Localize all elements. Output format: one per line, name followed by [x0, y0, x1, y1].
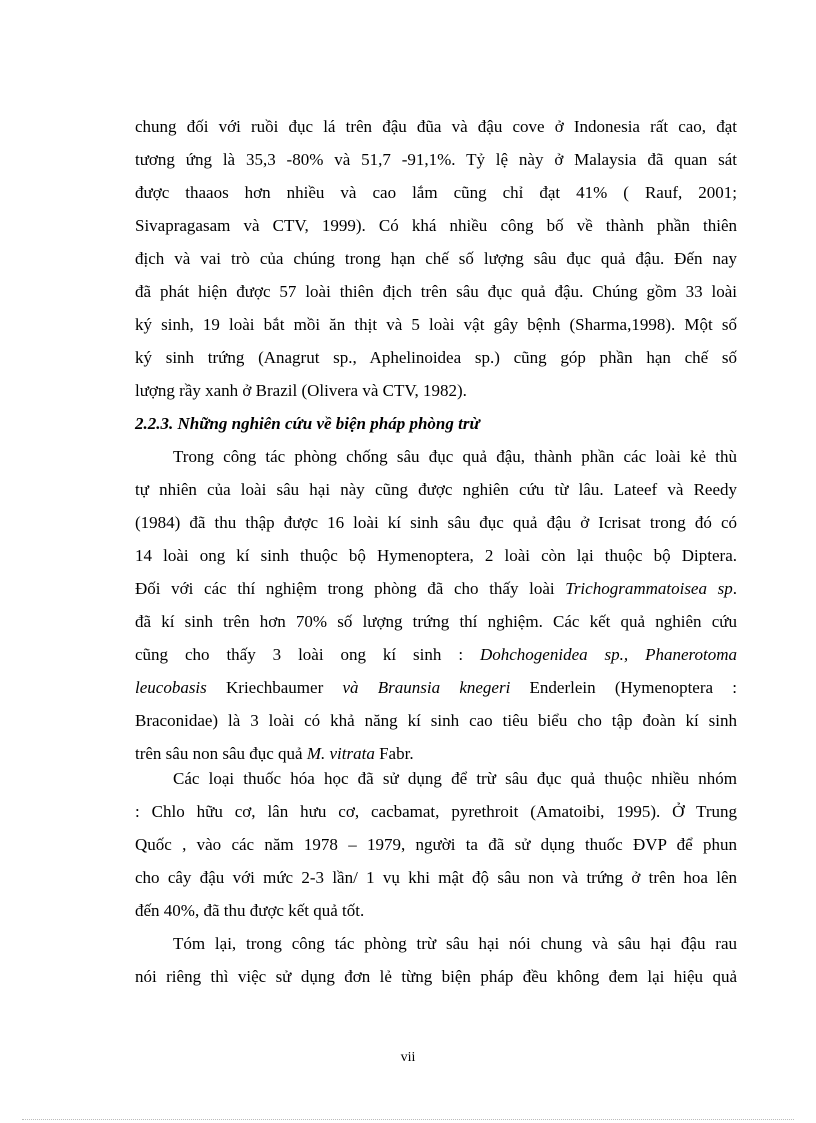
text-run: Enderlein (Hymenoptera : — [510, 678, 737, 697]
text-run: trên sâu non sâu đục quả — [135, 744, 307, 763]
paragraph-2-line: tự nhiên của loài sâu hại này cũng được nghiên cứu từ lâu. Lateef và Reedy — [135, 480, 737, 499]
species-name: Dohchogenidea sp., Phanerotoma — [479, 645, 738, 664]
paragraph-3-line: Các loại thuốc hóa học đã sử dụng để trừ sâu đục quả thuộc nhiều nhóm — [173, 769, 737, 788]
paragraph-1-line: ký sinh trứng (Anagrut sp., Aphelinoidea sp.) cũng góp phần hạn chế số — [135, 348, 737, 367]
paragraph-1-line: tương ứng là 35,3 -80% và 51,7 -91,1%. Tỷ lệ này ở Malaysia đã quan sát — [135, 150, 737, 169]
paragraph-3-line: Quốc , vào các năm 1978 – 1979, người ta đã sử dụng thuốc ĐVP để phun — [135, 835, 737, 854]
text-run: . — [732, 579, 738, 598]
species-name: Trichogrammatoisea sp — [565, 579, 733, 598]
paragraph-2-line: (1984) đã thu thập được 16 loài kí sinh sâu đục quả đậu ở Icrisat trong đó có — [135, 513, 737, 532]
paragraph-2-line — [135, 578, 737, 600]
paragraph-2-line — [135, 743, 737, 765]
paragraph-1-line: lượng rầy xanh ở Brazil (Olivera và CTV, 1982). — [135, 381, 467, 400]
paragraph-4-line: Tóm lại, trong công tác phòng trừ sâu hại nói chung và sâu hại đậu rau — [173, 934, 737, 953]
paragraph-1-line: Sivapragasam và CTV, 1999). Có khá nhiều công bố về thành phần thiên — [135, 216, 737, 235]
species-name: leucobasis — [135, 678, 207, 697]
paragraph-2-line: Trong công tác phòng chống sâu đục quả đậu, thành phần các loài kẻ thù — [173, 447, 737, 466]
paragraph-2-line: đã kí sinh trên hơn 70% số lượng trứng thí nghiệm. Các kết quả nghiên cứu — [135, 612, 737, 631]
paragraph-2-line — [135, 644, 737, 666]
text-run: cũng cho thấy 3 loài ong kí sinh : — [135, 645, 480, 664]
paragraph-4-line: nói riêng thì việc sử dụng đơn lẻ từng biện pháp đều không đem lại hiệu quả — [135, 967, 737, 986]
paragraph-1-line: chung đối với ruồi đục lá trên đậu đũa và đậu cove ở Indonesia rất cao, đạt — [135, 117, 737, 136]
paragraph-1-line: địch và vai trò của chúng trong hạn chế số lượng sâu đục quả đậu. Đến nay — [135, 249, 737, 268]
text-run: Kriechbaumer — [206, 678, 343, 697]
paragraph-2-line — [135, 677, 737, 699]
paragraph-3-line: cho cây đậu với mức 2-3 lần/ 1 vụ khi mật độ sâu non và trứng ở trên hoa lên — [135, 868, 737, 887]
paragraph-3-line: đến 40%, đã thu được kết quả tốt. — [135, 901, 365, 920]
page-bottom-divider — [22, 1119, 794, 1120]
text-run: Fabr. — [374, 744, 414, 763]
text-run: Đối với các thí nghiệm trong phòng đã cho thấy loài — [135, 579, 566, 598]
page-number: vii — [400, 1050, 416, 1065]
paragraph-1-line: đã phát hiện được 57 loài thiên địch trên sâu đục quả đậu. Chúng gồm 33 loài — [135, 282, 737, 301]
paragraph-2-line: Braconidae) là 3 loài có khả năng kí sinh cao tiêu biểu cho tập đoàn kí sinh — [135, 711, 737, 730]
section-heading: 2.2.3. Những nghiên cứu về biện pháp phòng trừ — [135, 414, 480, 433]
paragraph-2-line: 14 loài ong kí sinh thuộc bộ Hymenoptera, 2 loài còn lại thuộc bộ Diptera. — [135, 546, 737, 565]
species-name: và Braunsia knegeri — [342, 678, 511, 697]
paragraph-1-line: được thaaos hơn nhiều và cao lắm cũng chỉ đạt 41% ( Rauf, 2001; — [135, 183, 737, 202]
species-name: M. vitrata — [306, 744, 375, 763]
paragraph-3-line: : Chlo hữu cơ, lân hưu cơ, cacbamat, pyrethroit (Amatoibi, 1995). Ở Trung — [135, 802, 737, 821]
paragraph-1-line: ký sinh, 19 loài bắt mồi ăn thịt và 5 loài vật gây bệnh (Sharma,1998). Một số — [135, 315, 737, 334]
